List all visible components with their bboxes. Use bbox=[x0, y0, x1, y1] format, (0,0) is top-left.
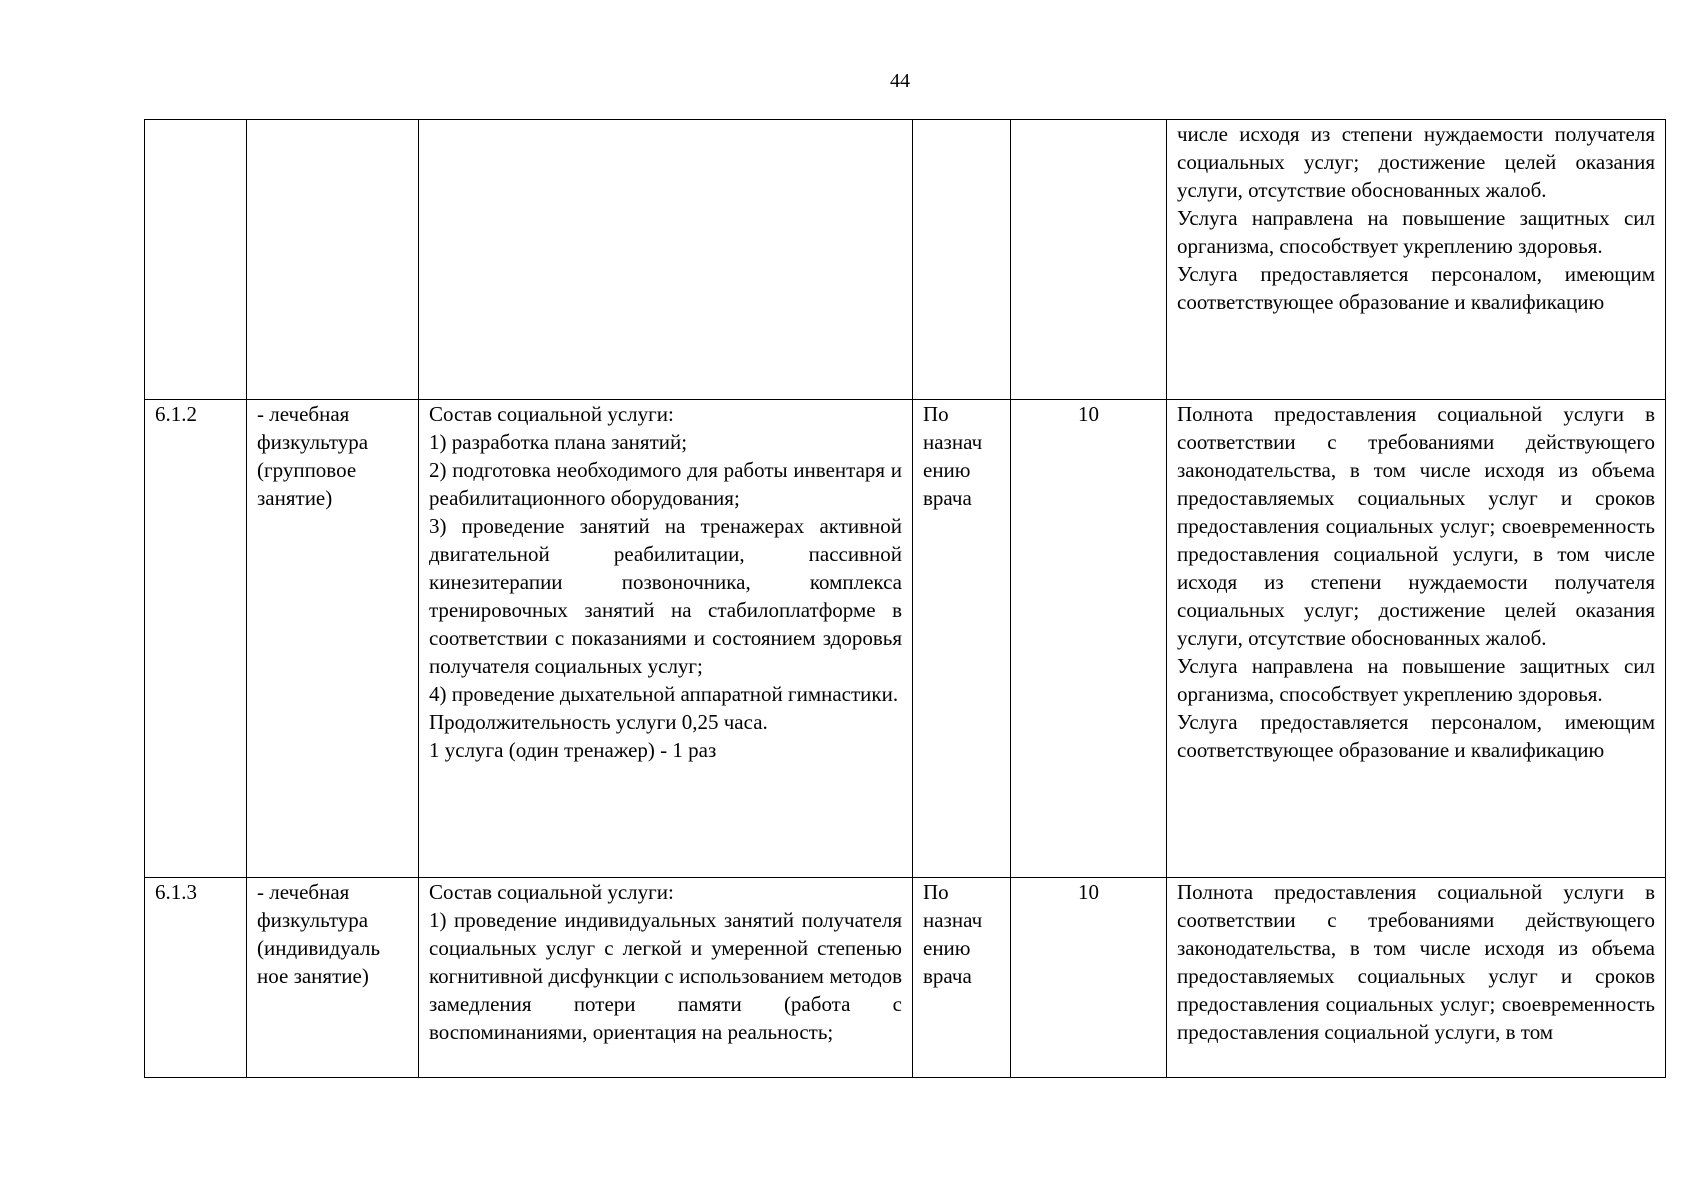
content-paragraph: 1) разработка плана занятий; bbox=[429, 430, 688, 454]
quality-cell bbox=[1167, 400, 1666, 878]
content-paragraph: 4) проведение дыхательной аппаратной гимнастики. bbox=[429, 682, 899, 706]
content-paragraph: 2) подготовка необходимого для работы инвентаря и реабилитационного оборудования; bbox=[429, 458, 902, 510]
row-number-cell: 6.1.3 bbox=[145, 878, 247, 1078]
content-paragraph: Продолжительность услуги 0,25 часа. bbox=[429, 710, 768, 734]
table-row bbox=[145, 400, 1666, 878]
content-paragraph: 1 услуга (один тренажер) - 1 раз bbox=[429, 738, 717, 762]
quality-paragraph: Услуга направлена на повышение защитных сил организма, способствует укреплению здоровья. bbox=[1177, 206, 1655, 258]
row-number-cell bbox=[145, 120, 247, 400]
content-paragraph: Состав социальной услуги: bbox=[429, 880, 674, 904]
table-row bbox=[145, 878, 1666, 1078]
services-table bbox=[144, 119, 1666, 1078]
row-number-cell: 6.1.2 bbox=[145, 400, 247, 878]
service-content-cell bbox=[419, 400, 913, 878]
frequency-cell bbox=[913, 120, 1011, 400]
quality-paragraph: Полнота предоставления социальной услуги в соответствии с требованиями действующего законодательства, в том числе исходя из объема предоставляемых социальных услуг и сроков предоставления социальных услуг; своевременность предоставления социальной услуги, в том числе исходя из степени нуждаемости получателя социальных услуг; достижение целей оказания услуги, отсутствие обоснованных жалоб. bbox=[1177, 402, 1655, 650]
content-paragraph: 1) проведение индивидуальных занятий получателя социальных услуг с легкой и умеренной степенью когнитивной дисфункции с использованием методов замедления потери памяти (работа с воспоминаниями, ориентация на реальность; bbox=[429, 908, 902, 1044]
value-cell: 10 bbox=[1011, 400, 1167, 878]
table-row bbox=[145, 120, 1666, 400]
content-paragraph: Состав социальной услуги: bbox=[429, 402, 674, 426]
service-content-cell bbox=[419, 878, 913, 1078]
value-cell bbox=[1011, 120, 1167, 400]
service-name-cell bbox=[247, 120, 419, 400]
service-name-cell: - лечебная физкультура (групповое занятие) bbox=[247, 400, 419, 878]
service-content-cell bbox=[419, 120, 913, 400]
value-cell: 10 bbox=[1011, 878, 1167, 1078]
quality-cell bbox=[1167, 878, 1666, 1078]
quality-paragraph: Услуга направлена на повышение защитных сил организма, способствует укреплению здоровья. bbox=[1177, 654, 1655, 706]
quality-paragraph: числе исходя из степени нуждаемости получателя социальных услуг; достижение целей оказания услуги, отсутствие обоснованных жалоб. bbox=[1177, 122, 1655, 202]
quality-paragraph: Услуга предоставляется персоналом, имеющим соответствующее образование и квалификацию bbox=[1177, 710, 1655, 762]
frequency-cell: По назнач ению врача bbox=[913, 400, 1011, 878]
content-paragraph: 3) проведение занятий на тренажерах активной двигательной реабилитации, пассивной кинезитерапии позвоночника, комплекса тренировочных занятий на стабилоплатформе в соответствии с показаниями и состоянием здоровья получателя социальных услуг; bbox=[429, 514, 902, 678]
quality-paragraph: Полнота предоставления социальной услуги в соответствии с требованиями действующего законодательства, в том числе исходя из объема предоставляемых социальных услуг и сроков предоставления социальных услуг; своевременность предоставления социальной услуги, в том bbox=[1177, 880, 1655, 1044]
quality-cell bbox=[1167, 120, 1666, 400]
page-number: 44 bbox=[890, 70, 910, 92]
quality-paragraph: Услуга предоставляется персоналом, имеющим соответствующее образование и квалификацию bbox=[1177, 262, 1655, 314]
frequency-cell: По назнач ению врача bbox=[913, 878, 1011, 1078]
service-name-cell: - лечебная физкультура (индивидуаль ное занятие) bbox=[247, 878, 419, 1078]
